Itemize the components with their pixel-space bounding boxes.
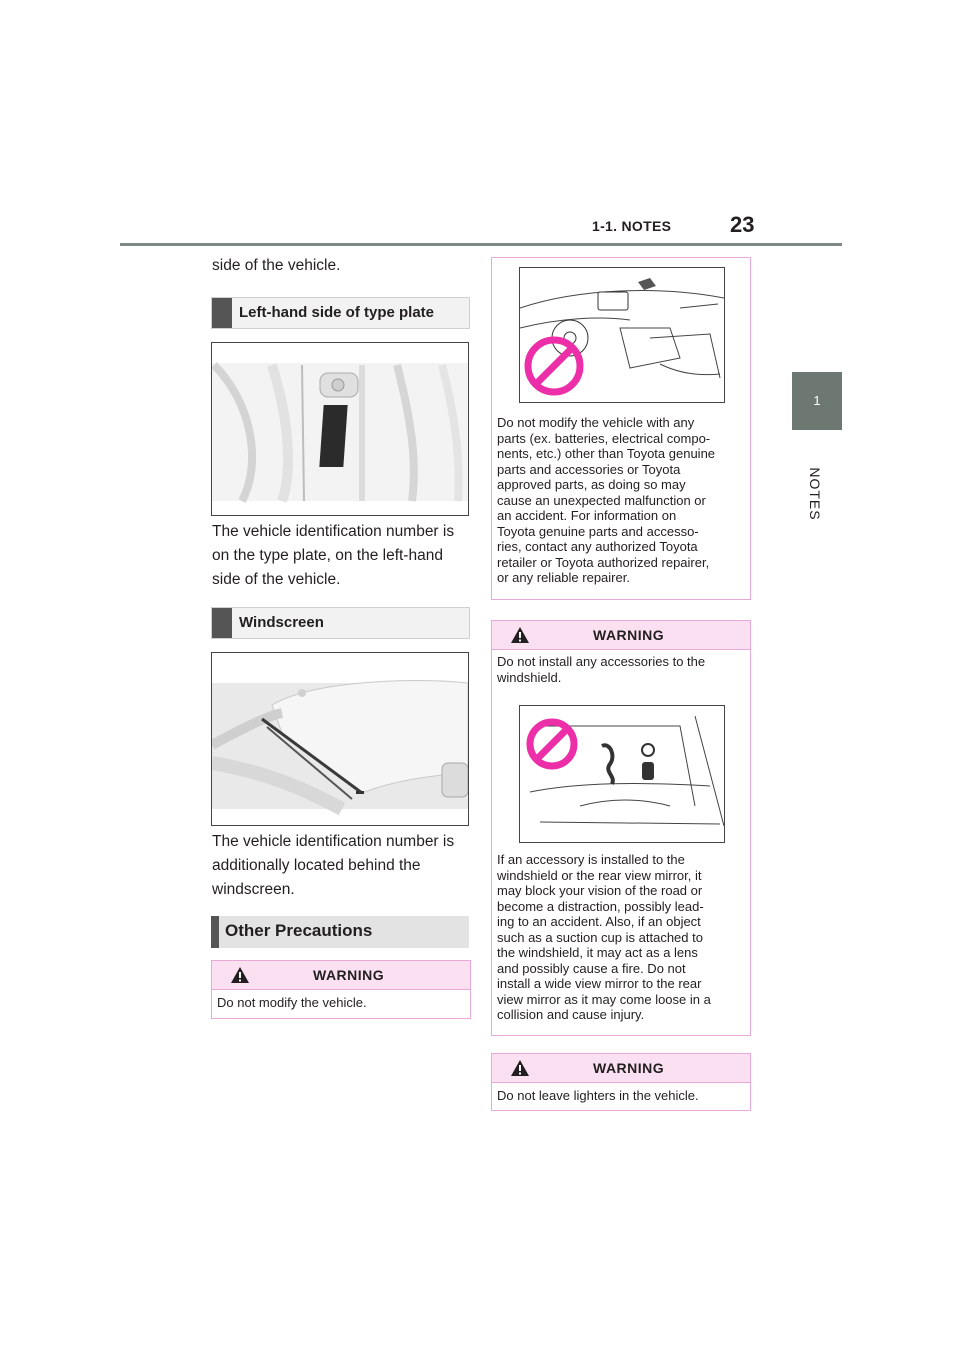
windscreen-text-line3: windscreen.: [212, 881, 295, 898]
warning-header: [212, 961, 470, 990]
warning-title: WARNING: [593, 627, 665, 643]
warning-box-modify: [211, 960, 471, 1019]
typeplate-text-line2: on the type plate, on the left-hand: [212, 547, 443, 564]
text-line: parts (ex. batteries, electrical compo-: [497, 430, 711, 446]
text-line: such as a suction cup is attached to: [497, 929, 703, 945]
text-line: or any reliable repairer.: [497, 570, 630, 585]
dashboard-figure: [519, 267, 725, 403]
text-line: collision and cause injury.: [497, 1007, 645, 1022]
subhead-marker: [212, 608, 232, 638]
warning-triangle-icon: [510, 1059, 530, 1077]
text-line: cause an unexpected malfunction or: [497, 492, 706, 508]
text-line: retailer or Toyota authorized repairer,: [497, 554, 710, 570]
warning-title: WARNING: [593, 1060, 665, 1076]
dashboard-illustration: [520, 268, 724, 402]
subhead-marker: [212, 298, 232, 328]
text-line: approved parts, as doing so may: [497, 477, 686, 492]
typeplate-text-line3: side of the vehicle.: [212, 571, 341, 588]
warning-triangle-icon: [510, 626, 530, 644]
warning-body: [497, 852, 747, 1023]
text-line: view mirror as it may come loose in a: [497, 991, 711, 1007]
chapter-label: NOTES: [807, 467, 823, 521]
warning-triangle-icon: [230, 966, 250, 984]
subhead-type-plate: [211, 297, 470, 329]
text-line: nents, etc.) other than Toyota genuine: [497, 446, 716, 461]
text-line: an accident. For information on: [497, 508, 677, 523]
door-pillar-illustration: [212, 343, 468, 515]
subhead-windscreen-label: Windscreen: [239, 614, 324, 631]
text-line: parts and accessories or Toyota: [497, 461, 681, 477]
windscreen-text-line1: The vehicle identification number is: [212, 833, 455, 850]
windscreen-illustration: [212, 653, 468, 825]
windscreen-text-line2: additionally located behind the: [212, 857, 421, 874]
warning-intro: [497, 654, 747, 685]
section-marker: [211, 916, 219, 948]
warning-title: WARNING: [313, 967, 385, 983]
windshield-figure: [519, 705, 725, 843]
caution-box-modify-parts: [491, 257, 751, 600]
subhead-windscreen: [211, 607, 470, 639]
intro-text: side of the vehicle.: [212, 257, 341, 274]
text-line: become a distraction, possibly lead-: [497, 898, 704, 914]
subhead-type-plate-label: Left-hand side of type plate: [239, 304, 435, 321]
text-line: install a wide view mirror to the rear: [497, 976, 702, 991]
text-line: windshield.: [497, 669, 562, 685]
chapter-tab[interactable]: 1: [792, 372, 842, 430]
text-line: windshield or the rear view mirror, it: [497, 867, 702, 883]
warning-header: [492, 621, 750, 650]
text-line: the windshield, it may act as a lens: [497, 945, 698, 960]
section-other-precautions: [211, 916, 469, 948]
text-line: may block your vision of the road or: [497, 883, 703, 898]
warning-text: Do not leave lighters in the vehicle.: [497, 1088, 699, 1103]
warning-text: Do not modify the vehicle.: [217, 995, 367, 1010]
text-line: Toyota genuine parts and accesso-: [497, 523, 699, 539]
warning-header: [492, 1054, 750, 1083]
typeplate-text-line1: The vehicle identification number is: [212, 523, 455, 540]
warning-box-windshield: [491, 620, 751, 1036]
section-title: Other Precautions: [225, 921, 373, 940]
text-line: and possibly cause a fire. Do not: [497, 960, 686, 976]
caution-text-modify-parts: [497, 415, 747, 586]
text-line: Do not modify the vehicle with any: [497, 415, 695, 430]
text-line: Do not install any accessories to the: [497, 654, 706, 669]
page-number: 23: [730, 212, 755, 237]
text-line: ing to an accident. Also, if an object: [497, 914, 701, 929]
header-divider: [120, 243, 842, 246]
type-plate-figure: [211, 342, 469, 516]
header-section-title: 1-1. NOTES: [592, 218, 672, 234]
windshield-accessory-illustration: [520, 706, 724, 842]
windscreen-figure: [211, 652, 469, 826]
text-line: ries, contact any authorized Toyota: [497, 539, 698, 554]
warning-box-lighters: [491, 1053, 751, 1111]
text-line: If an accessory is installed to the: [497, 852, 685, 867]
